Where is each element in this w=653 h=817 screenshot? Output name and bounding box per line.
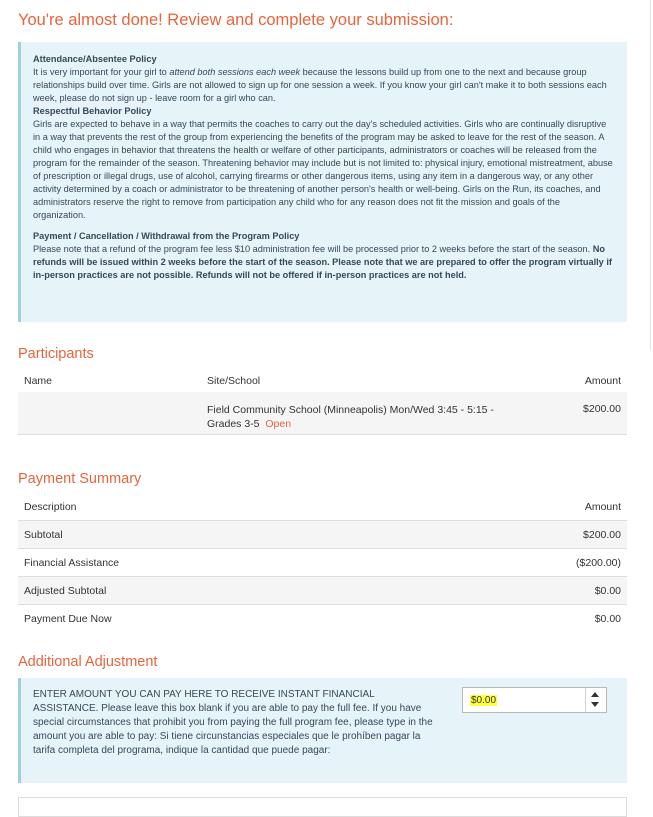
payment-summary-section-title: Payment Summary (18, 471, 142, 487)
payment-policy-text (33, 243, 613, 282)
additional-adjustment-section-title: Additional Adjustment (18, 654, 158, 670)
participant-amount: $200.00 (583, 403, 621, 415)
scrollbar-track (650, 0, 651, 350)
behavior-policy-text: Girls are expected to behave in a way that permits the coaches to carry out the day's scheduled activities. Girls who are continually disruptive in a way that prevents the rest of the group from experiencing the benefits of the program may be asked to leave for the rest of the season. A child who engages in behavior that threatens the health or welfare of other participants, administrators or coaches will be released from the program for the remainder of the season. Threatening behavior may include but is not limited to: physical injury, emotional mistreatment, abuse of prescription or illegal drugs, use of alcohol, carrying firearms or other dangerous items, using any item in a dangerous way, or any other activity determined by a coach or administrator to be threatening of another person's health or well-being. Girls on the Run, its coaches, and administrators reserve the right to remove from participation any child who for any reason does not fit the mission and goals of the organization. (33, 119, 613, 220)
adjustment-amount-value[interactable]: $0.00 (471, 695, 497, 706)
table-row (18, 521, 627, 549)
summary-label: Subtotal (24, 529, 63, 541)
table-row (18, 549, 627, 577)
adjustment-instructions: ENTER AMOUNT YOU CAN PAY HERE TO RECEIVE INSTANT FINANCIAL ASSISTANCE. Please leave this box blank if you are able to pay the full fee. If you have special circumstances that prohibit you from paying the full program fee, please type in the amount you are able to pay: Si tiene circunstancias especiales que le prohíben pagar la tarifa completa del programa, indique la cantidad que puede pagar: (33, 689, 433, 756)
participants-section-title: Participants (18, 346, 94, 362)
next-section-box (18, 797, 627, 817)
chevron-down-icon[interactable] (591, 702, 599, 707)
payment-policy-heading: Payment / Cancellation / Withdrawal from the Program Policy (33, 231, 300, 241)
behavior-policy-heading: Respectful Behavior Policy (33, 106, 152, 116)
summary-label: Payment Due Now (24, 613, 112, 625)
amount-stepper[interactable] (585, 688, 606, 712)
table-row (18, 577, 627, 605)
participant-site-text: Field Community School (Minneapolis) Mon/Wed 3:45 - 5:15 - Grades 3-5 (207, 404, 494, 430)
attendance-policy-text (33, 66, 613, 105)
summary-table-header (18, 493, 627, 521)
table-row (18, 392, 627, 435)
payment-summary-table (18, 493, 627, 633)
header-description: Description (24, 501, 77, 513)
payment-text-bold: No refunds will be issued within 2 weeks before the start of the season. Please note that we are prepared to offer the program virtually if in-person practices are not possible. Refunds will not be offered if in-person practices are not held. (33, 244, 612, 280)
attendance-policy-heading: Attendance/Absentee Policy (33, 54, 157, 64)
payment-text-normal: Please note that a refund of the program fee less $10 administration fee will be processed prior to 2 weeks before the start of the season. (33, 244, 591, 254)
summary-amount: $0.00 (594, 613, 621, 625)
summary-amount: $0.00 (594, 585, 621, 597)
summary-label: Financial Assistance (24, 557, 120, 569)
header-site: Site/School (207, 375, 261, 387)
header-amount: Amount (584, 375, 621, 387)
summary-amount: ($200.00) (576, 557, 621, 569)
participant-site (207, 403, 527, 431)
attendance-text-start: It is very important for your girl to (33, 67, 170, 77)
additional-adjustment-box (18, 678, 627, 783)
status-badge: Open (265, 418, 292, 430)
chevron-up-icon[interactable] (591, 692, 599, 697)
header-name: Name (24, 375, 53, 387)
attendance-text-end: because the lessons build up from one to the next and because group relationships build over time. Girls are not allowed to sign up for one session a week. If you know your girl can't make it to both sessions each week, please do not sign up - leave room for a girl who can. (33, 67, 607, 103)
page-title: You're almost done! Review and complete your submission: (18, 11, 454, 29)
participants-table (18, 368, 627, 436)
attendance-text-emphasis: attend both sessions each week (169, 67, 301, 77)
policy-spacer (33, 222, 613, 230)
participants-table-header (18, 368, 627, 393)
table-row (18, 605, 627, 633)
summary-amount: $200.00 (583, 529, 621, 541)
adjustment-amount-input[interactable] (462, 687, 607, 713)
header-amount: Amount (584, 501, 621, 513)
summary-label: Adjusted Subtotal (24, 585, 107, 597)
policy-info-box (18, 42, 627, 322)
